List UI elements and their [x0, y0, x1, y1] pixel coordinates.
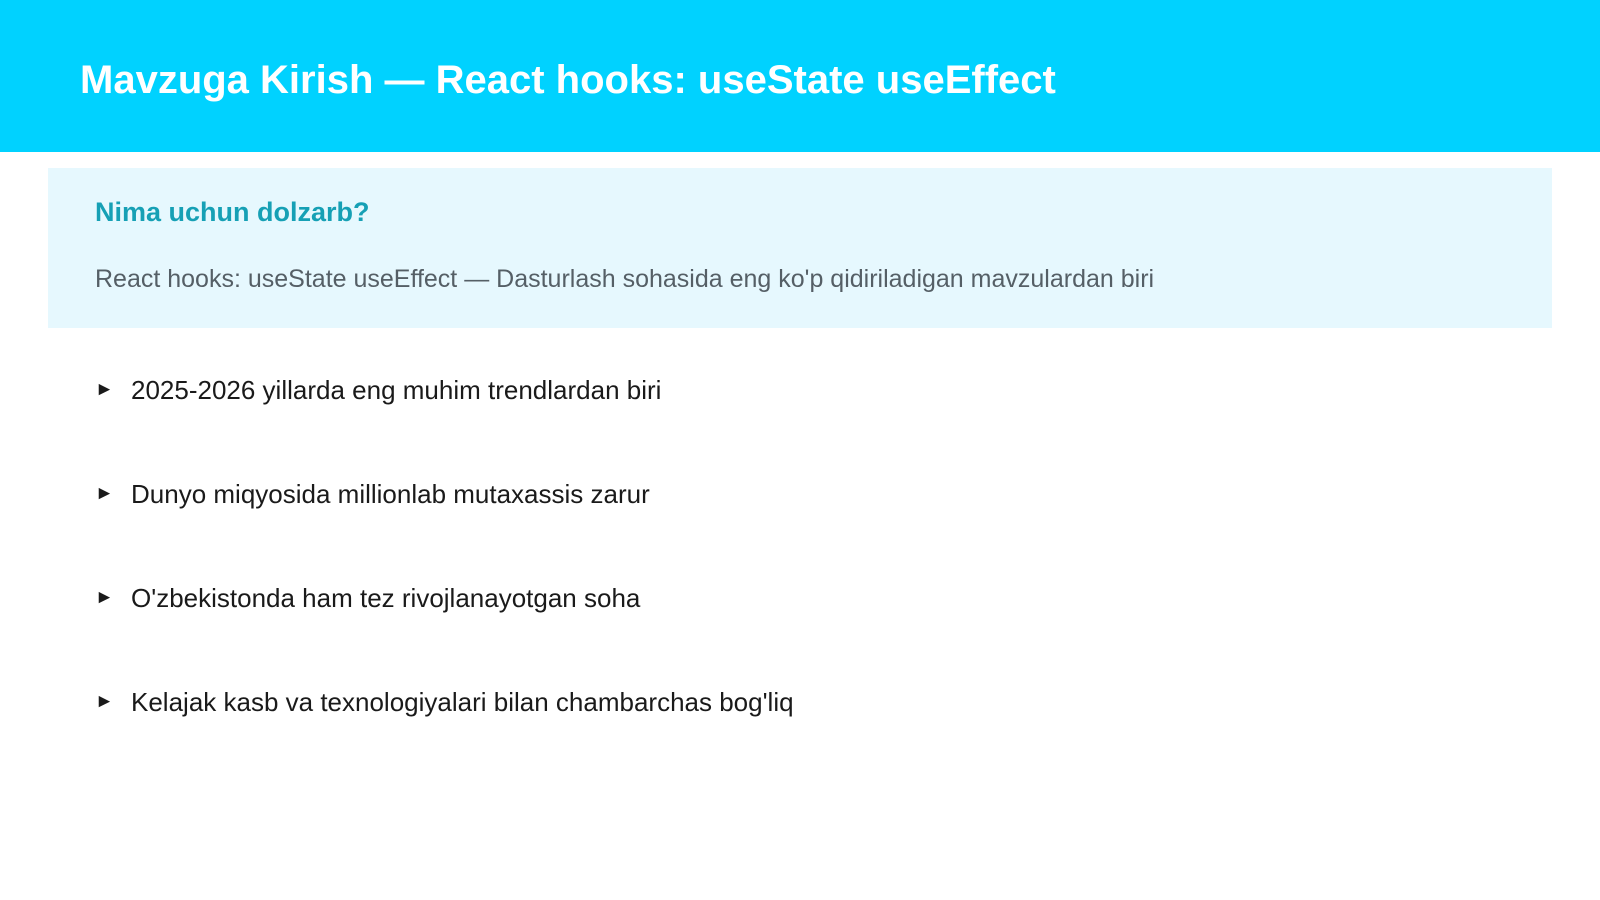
bullet-list [95, 372, 794, 788]
bullet-text: O'zbekistonda ham tez rivojlanayotgan soha [131, 583, 641, 613]
callout-text: React hooks: useState useEffect — Dasturlash sohasida eng ko'p qidiriladigan mavzulardan biri [95, 265, 1155, 293]
play-triangle-icon: ► [95, 483, 114, 504]
bullet-item [95, 476, 794, 580]
bullet-text: Dunyo miqyosida millionlab mutaxassis zarur [131, 479, 650, 509]
play-triangle-icon: ► [95, 691, 114, 712]
slide-title: Mavzuga Kirish — React hooks: useState useEffect [80, 58, 1056, 102]
bullet-item [95, 372, 794, 476]
callout-box [48, 168, 1552, 328]
callout-heading: Nima uchun dolzarb? [95, 197, 370, 227]
bullet-text: 2025-2026 yillarda eng muhim trendlardan biri [131, 375, 662, 405]
bullet-item [95, 580, 794, 684]
play-triangle-icon: ► [95, 379, 114, 400]
title-bar [0, 0, 1600, 152]
bullet-text: Kelajak kasb va texnologiyalari bilan chambarchas bog'liq [131, 687, 794, 717]
play-triangle-icon: ► [95, 587, 114, 608]
bullet-item [95, 684, 794, 788]
